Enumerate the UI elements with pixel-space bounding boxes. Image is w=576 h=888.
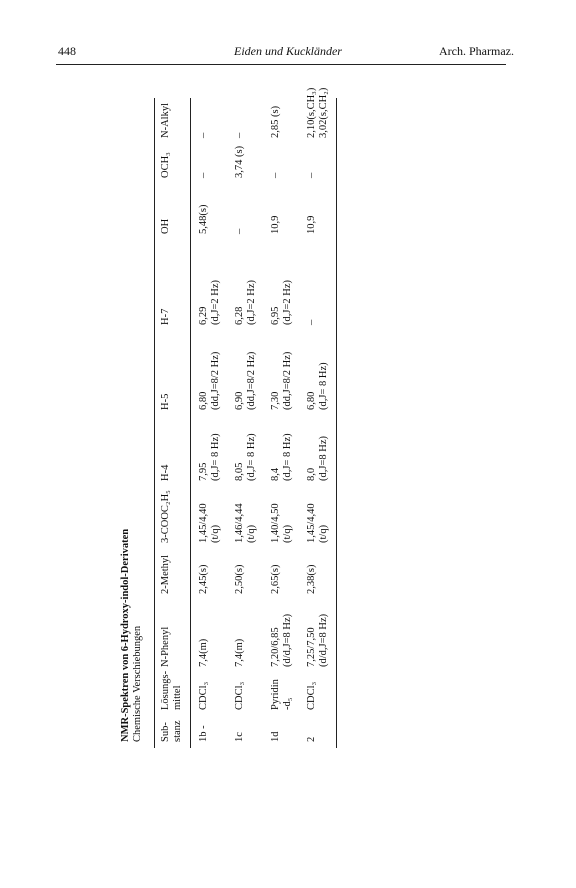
table-cell <box>198 352 223 410</box>
nmr-table <box>110 87 340 748</box>
table-cell-line: (dd,J=8/2 Hz) <box>210 351 222 410</box>
column-header-line: OCH₃ <box>160 152 171 178</box>
column-header-line: H-7 <box>160 308 171 325</box>
table-header-rule <box>190 98 191 748</box>
table-cell <box>198 682 210 710</box>
column-header <box>160 555 172 594</box>
table-cell <box>270 173 282 178</box>
table-cell-line: 6,29 <box>198 306 209 325</box>
table-cell <box>270 732 282 743</box>
table-cell-line: 8,0 <box>306 467 317 481</box>
column-header <box>160 627 172 667</box>
table-cell <box>234 682 246 710</box>
table-cell <box>306 565 318 594</box>
column-header-line: Sub- <box>160 722 171 742</box>
table-cell-line: 2,85 (s) <box>270 105 281 138</box>
table-cell-line: 3,74 (s) <box>234 145 245 178</box>
column-header <box>160 152 172 178</box>
table-cell <box>198 725 210 742</box>
table-cell-line: – <box>306 172 317 178</box>
table-cell <box>270 106 282 138</box>
table-cell-line: 2,10(s,CH₃) <box>306 87 317 138</box>
table-cell-line: 7,20/6,85 <box>270 627 281 667</box>
table-cell <box>306 216 318 234</box>
table-cell-line: – <box>234 228 245 234</box>
table-cell-line: – <box>306 319 317 325</box>
table-cell <box>306 88 331 138</box>
column-header <box>160 394 172 410</box>
table-cell <box>234 565 246 594</box>
table-cell <box>270 216 282 234</box>
table-cell-line: Pyridin <box>270 679 281 710</box>
table-title: NMR-Spektren von 6-Hydroxy-indol-Derivaten <box>120 528 131 742</box>
table-cell <box>198 173 210 178</box>
table-cell <box>198 639 210 667</box>
table-cell <box>234 503 259 543</box>
table-cell <box>306 614 331 667</box>
table-cell-line: 6,90 <box>234 391 245 410</box>
table-top-rule <box>154 98 155 748</box>
table-cell <box>198 565 210 594</box>
table-cell <box>306 320 318 325</box>
table-cell-line: 1,46/4,44 <box>234 503 245 543</box>
table-cell <box>306 737 318 742</box>
table-cell <box>198 433 223 481</box>
column-header <box>160 465 172 481</box>
table-cell-line: -d₅ <box>282 697 294 710</box>
table-cell-line: – <box>270 172 281 178</box>
table-cell-line: (d,J= 8 Hz) <box>282 433 294 481</box>
table-cell-line: 2 <box>306 736 317 742</box>
table-cell-line: 6,80 <box>198 391 209 410</box>
header-rule <box>56 64 506 65</box>
table-cell-line: 7,30 <box>270 391 281 410</box>
table-caption <box>120 529 145 742</box>
table-cell <box>234 146 246 178</box>
table-cell-line: (t/q) <box>282 524 294 543</box>
table-cell-line: 8,4 <box>270 467 281 481</box>
table-cell-line: CDCl₃ <box>306 681 317 710</box>
table-cell <box>306 436 331 481</box>
column-header-line: N-Phenyl <box>160 626 171 667</box>
column-header-line: 2-Methyl <box>160 554 171 594</box>
table-cell <box>270 565 282 594</box>
table-cell-line: 1d <box>270 731 281 742</box>
table-cell <box>270 352 295 410</box>
table-cell-line: 6,28 <box>234 306 245 325</box>
table-cell-line: 1,45/4,40 <box>306 503 317 543</box>
table-cell-line: (dd,J=8/2 Hz) <box>246 351 258 410</box>
table-cell-line: (d,J= 8 Hz) <box>210 433 222 481</box>
table-cell <box>270 614 295 667</box>
table-cell-line: 7,4(m) <box>198 638 209 667</box>
table-cell-line: (t/q) <box>318 524 330 543</box>
column-header <box>160 490 172 543</box>
table-cell-line: 1c <box>234 732 245 742</box>
table-cell <box>270 280 295 325</box>
table-cell <box>234 280 259 325</box>
table-subtitle: Chemische Verschiebungen <box>132 625 144 742</box>
column-header-line: mittel <box>172 685 184 710</box>
table-cell-line: 1,40/4,50 <box>270 503 281 543</box>
table-cell-line: – <box>198 132 209 138</box>
table-cell-line: CDCl₃ <box>234 681 245 710</box>
table-cell <box>234 639 246 667</box>
table-cell <box>198 280 223 325</box>
table-cell-line: 7,4(m) <box>234 638 245 667</box>
table-cell-line: 10,9 <box>270 215 281 234</box>
column-header-line: 3-COOC₂H₅ <box>160 490 171 543</box>
table-cell-line: CDCl₃ <box>198 681 209 710</box>
table-cell <box>234 229 246 234</box>
page-number: 448 <box>58 44 76 58</box>
table-cell <box>198 205 210 234</box>
table-cell-line: 6,80 <box>306 391 317 410</box>
table-cell-line: 2,38(s) <box>306 564 317 594</box>
column-header <box>160 219 172 234</box>
table-cell-line: 7,95 <box>198 462 209 481</box>
table-cell <box>234 133 246 138</box>
table-cell-line: (d,J= 8 Hz) <box>246 433 258 481</box>
table-cell <box>198 503 223 543</box>
table-cell <box>270 433 295 481</box>
column-header <box>160 309 172 325</box>
column-header <box>160 103 172 138</box>
table-cell <box>306 173 318 178</box>
table-cell <box>234 433 259 481</box>
journal-name: Arch. Pharmaz. <box>439 44 514 58</box>
table-cell-line: (d,J=2 Hz) <box>282 280 294 325</box>
table-cell-line: (t/q) <box>210 524 222 543</box>
table-cell-line: 10,9 <box>306 215 317 234</box>
table-bottom-rule <box>336 98 337 748</box>
table-cell <box>198 133 210 138</box>
column-header-line: N-Alkyl <box>160 103 171 138</box>
table-cell <box>306 503 331 543</box>
table-cell-line: – <box>234 132 245 138</box>
table-cell-line: (d,J=2 Hz) <box>246 280 258 325</box>
column-header-line: H-4 <box>160 464 171 481</box>
table-cell-line: 1b - <box>198 725 209 742</box>
table-cell-line: 1,45/4,40 <box>198 503 209 543</box>
table-cell <box>306 362 331 410</box>
column-header-line: H-5 <box>160 393 171 410</box>
column-header-line: stanz <box>172 720 184 742</box>
table-cell-line: (dd,J=8/2 Hz) <box>282 351 294 410</box>
table-cell <box>234 732 246 742</box>
table-cell-line: – <box>198 172 209 178</box>
table-cell-line: 3,02(s,CH₂) <box>318 87 330 138</box>
table-cell-line: (d,J=8 Hz) <box>318 436 330 481</box>
table-cell-line: 2,45(s) <box>198 564 209 594</box>
table-cell-line: (d,J= 8 Hz) <box>318 362 330 410</box>
table-cell <box>306 682 318 710</box>
table-cell <box>270 503 295 543</box>
table-cell-line: 2,50(s) <box>234 564 245 594</box>
table-cell-line: 6,95 <box>270 306 281 325</box>
column-header-line: OH <box>160 218 171 234</box>
table-cell <box>270 679 295 710</box>
column-header-line: Lösungs- <box>160 670 171 710</box>
table-cell-line: (d/d,J=8 Hz) <box>282 613 294 667</box>
table-cell-line: 8,05 <box>234 462 245 481</box>
table-cell-line: 7,25/7,50 <box>306 627 317 667</box>
table-cell-line: (d/d,J=8 Hz) <box>318 613 330 667</box>
table-cell-line: 5,48(s) <box>198 204 209 234</box>
column-header <box>160 671 185 710</box>
column-header <box>160 720 185 742</box>
table-cell-line: (d,J=2 Hz) <box>210 280 222 325</box>
table-cell <box>234 352 259 410</box>
table-cell-line: (t/q) <box>246 524 258 543</box>
running-title: Eiden und Kuckländer <box>234 44 342 58</box>
table-cell-line: 2,65(s) <box>270 564 281 594</box>
